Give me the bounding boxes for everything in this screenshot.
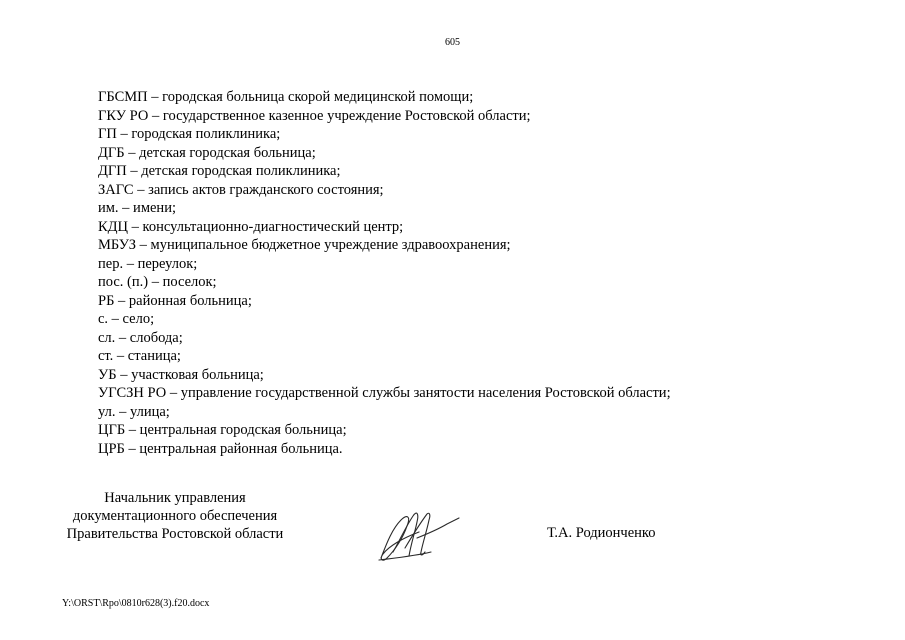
signer-title-line: документационного обеспечения — [72, 508, 278, 524]
abbreviation-item: ГКУ РО – государственное казенное учреждение Ростовской области; — [98, 107, 531, 124]
abbreviation-item: ГП – городская поликлиника; — [98, 126, 281, 142]
signer-name: Т.А. Родионченко — [547, 525, 656, 541]
abbreviation-item: ЦРБ – центральная районная больница. — [98, 440, 343, 457]
signer-title — [55, 489, 295, 543]
abbreviation-item: УБ – участковая больница; — [98, 366, 264, 383]
abbreviation-item: ЦГБ – центральная городская больница; — [98, 422, 347, 438]
signer-title-line: Правительства Ростовской области — [66, 526, 284, 542]
abbreviation-item: УГСЗН РО – управление государственной службы занятости населения Ростовской области; — [98, 385, 671, 401]
abbreviation-item: пер. – переулок; — [98, 255, 198, 272]
handwritten-signature — [375, 508, 460, 564]
signer-title-line: Начальник управления — [104, 490, 246, 506]
abbreviation-list — [98, 88, 671, 458]
abbreviation-item: сл. – слобода; — [98, 329, 183, 346]
abbreviation-item: пос. (п.) – поселок; — [98, 274, 217, 290]
abbreviation-item: ГБСМП – городская больница скорой медицинской помощи; — [98, 89, 474, 105]
abbreviation-item: ДГП – детская городская поликлиника; — [98, 163, 341, 179]
abbreviation-item: РБ – районная больница; — [98, 292, 252, 309]
abbreviation-item: МБУЗ – муниципальное бюджетное учреждение здравоохранения; — [98, 237, 511, 253]
abbreviation-item: КДЦ – консультационно-диагностический центр; — [98, 218, 404, 235]
abbreviation-item: ЗАГС – запись актов гражданского состояния; — [98, 181, 384, 198]
page-number: 605 — [445, 37, 460, 48]
abbreviation-item: им. – имени; — [98, 200, 176, 216]
abbreviation-item: с. – село; — [98, 311, 155, 327]
abbreviation-item: ул. – улица; — [98, 403, 170, 420]
file-path: Y:\ORST\Rpo\0810r628(3).f20.docx — [62, 598, 210, 609]
abbreviation-item: ДГБ – детская городская больница; — [98, 144, 316, 161]
abbreviation-item: ст. – станица; — [98, 348, 181, 364]
